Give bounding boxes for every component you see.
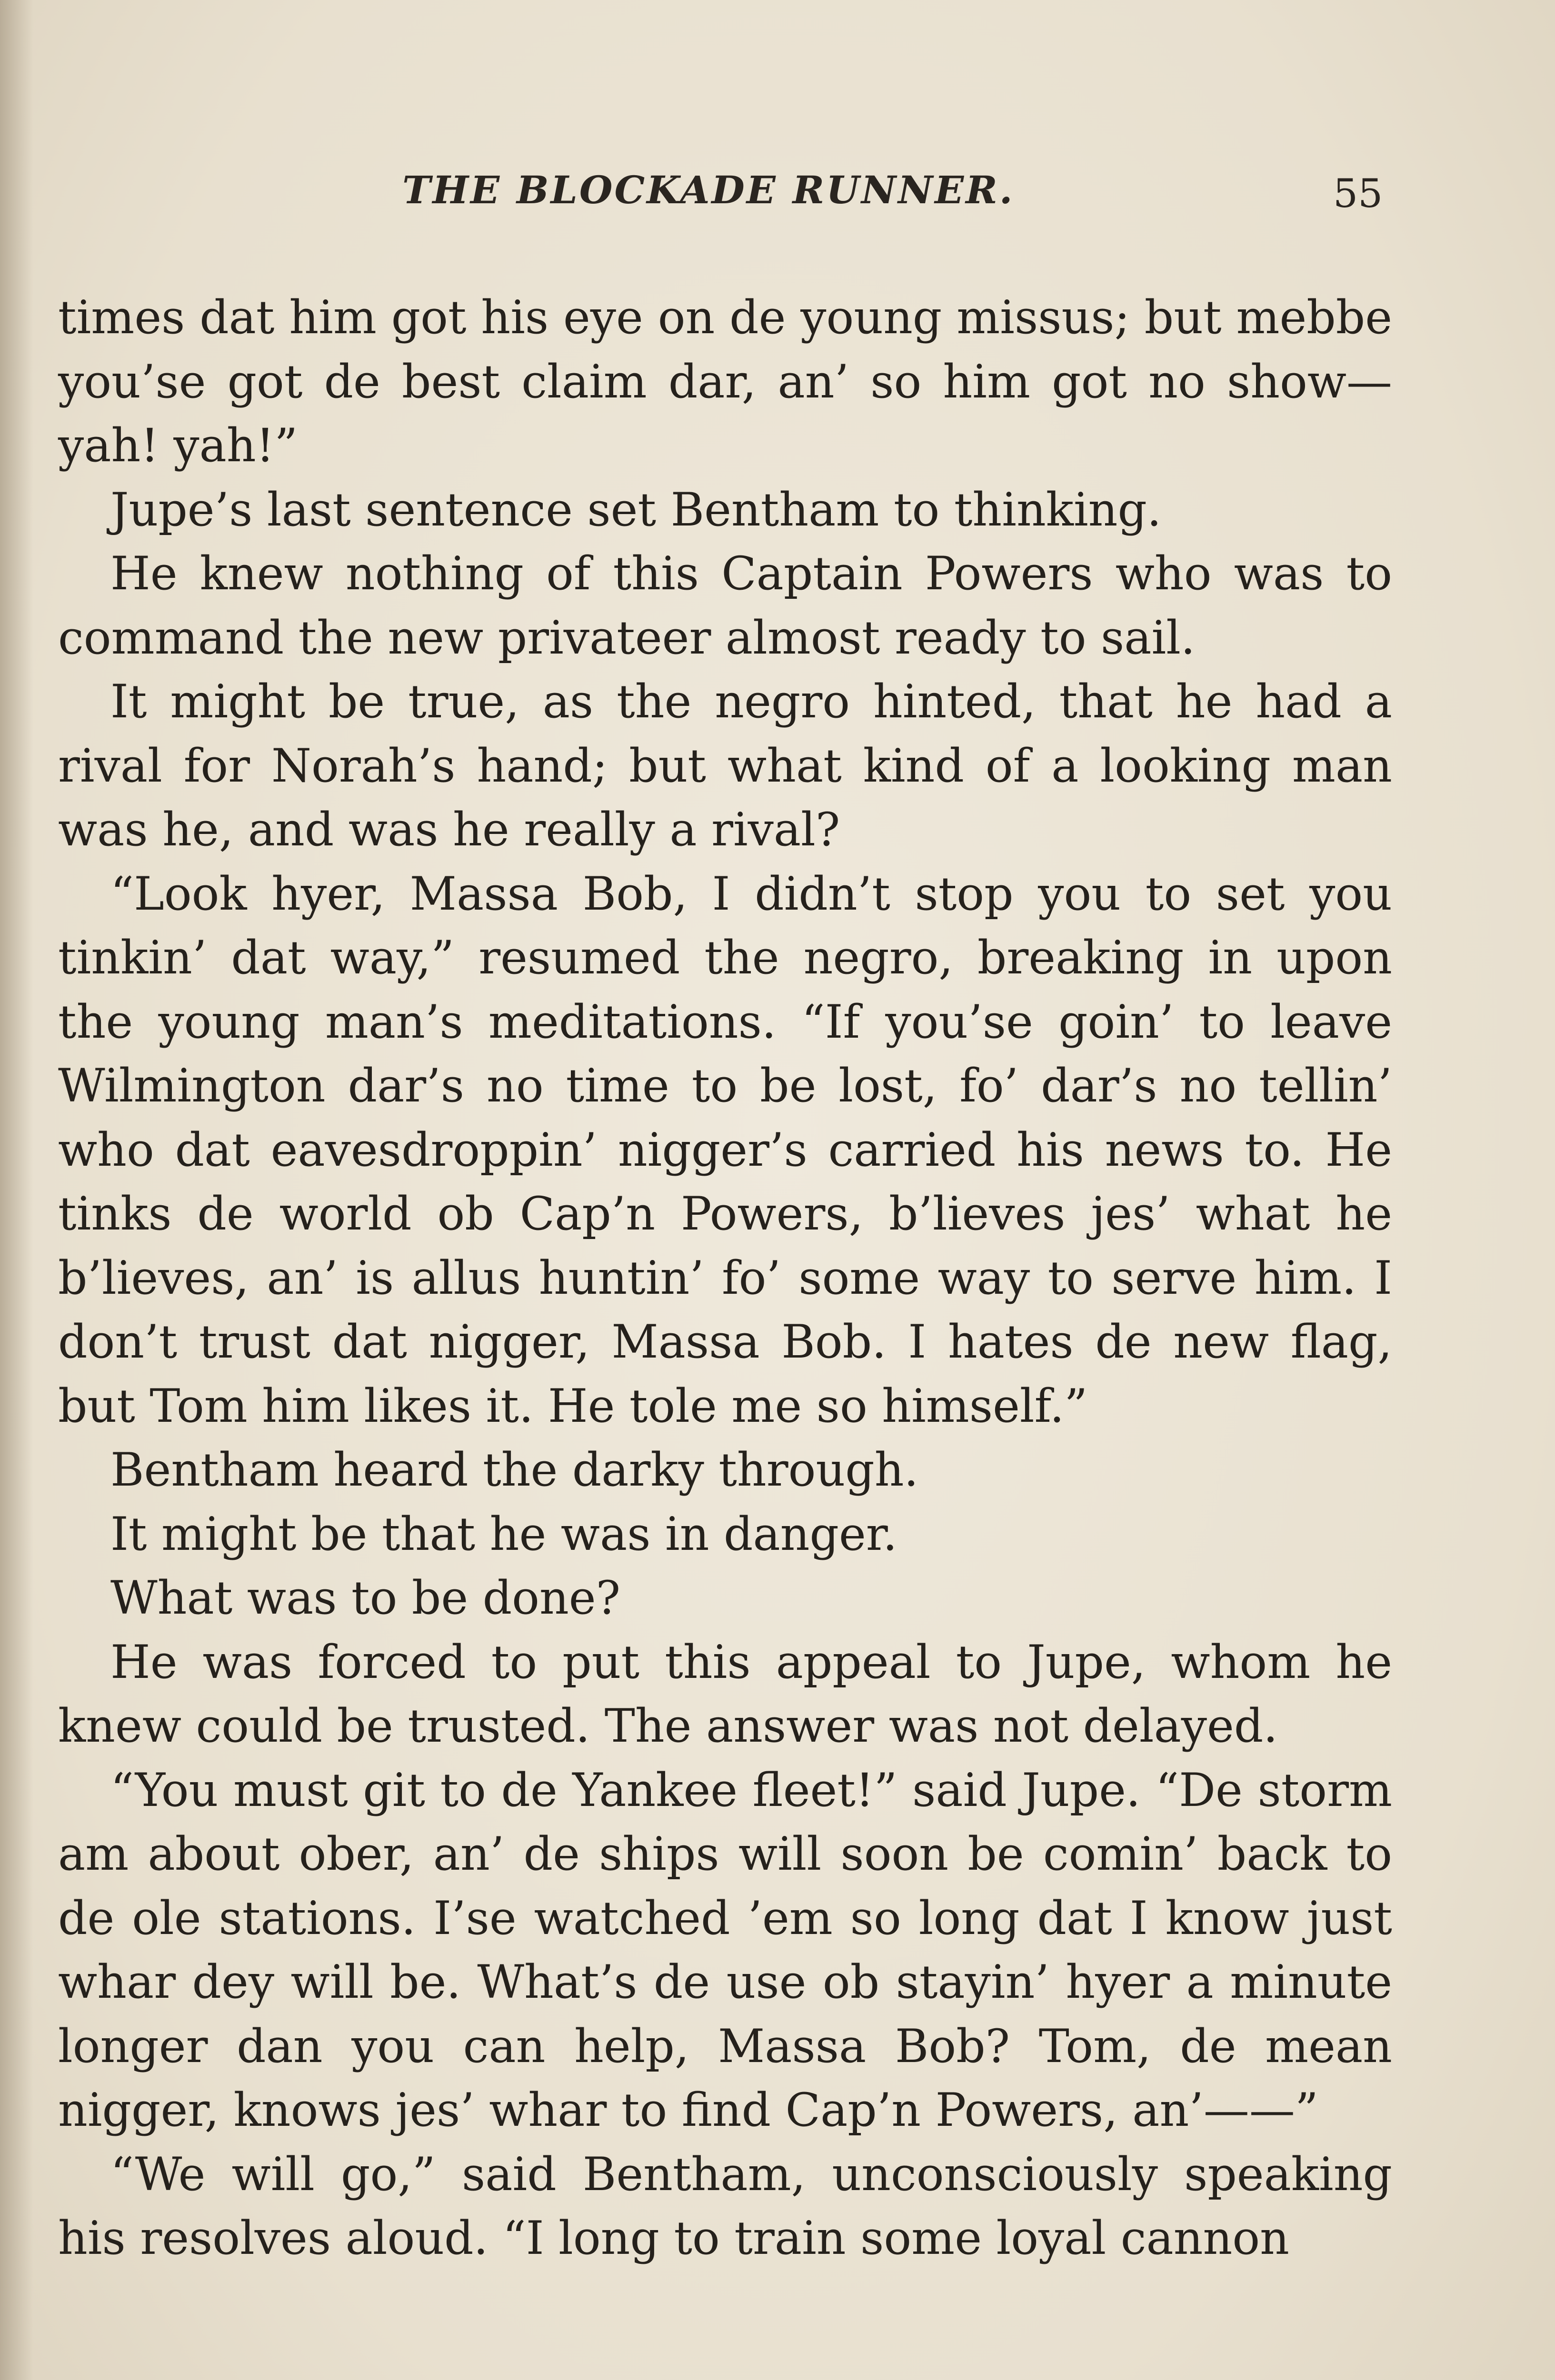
paragraph: “We will go,” said Bentham, unconsciously speaking his resolves aloud. “I long to train some loyal cannon bbox=[58, 2147, 1392, 2265]
paragraph: It might be that he was in danger. bbox=[110, 1507, 897, 1561]
paragraph: He was forced to put this appeal to Jupe, whom he knew could be trusted. The answer was not delayed. bbox=[58, 1635, 1392, 1753]
body-text bbox=[58, 286, 1392, 2271]
paragraph: “Look hyer, Massa Bob, I didn’t stop you to set you tinkin’ dat way,” resumed the negro, breaking in upon the young man’s meditations. “If you’se goin’ to leave Wilmington dar’s no time to be lost, fo’ dar’s no tellin’ who dat eavesdroppin’ nigger’s carried his news to. He tinks de world ob Cap’n Powers, b’lieves jes’ what he b’lieves, an’ is allus huntin’ fo’ some way to serve him. I don’t trust dat nigger, Massa Bob. I hates de new flag, but Tom him likes it. He tole me so himself.” bbox=[58, 867, 1392, 1433]
paragraph: “You must git to de Yankee fleet!” said Jupe. “De storm am about ober, an’ de ships will soon be comin’ back to de ole stations. I’se watched ’em so long dat I know just whar dey will be. What’s de use ob stayin’ hyer a minute longer dan you can help, Massa Bob? Tom, de mean nigger, knows jes’ whar to find Cap’n Powers, an’——” bbox=[58, 1763, 1392, 2137]
paragraph: What was to be done? bbox=[110, 1571, 621, 1625]
paragraph: Jupe’s last sentence set Bentham to thinking. bbox=[110, 483, 1162, 536]
paragraph: He knew nothing of this Captain Powers who was to command the new privateer almost ready to sail. bbox=[58, 547, 1392, 664]
paragraph: times dat him got his eye on de young missus; but mebbe you’se got de best claim dar, an’ so him got no show—yah! yah!” bbox=[58, 291, 1392, 472]
paragraph: It might be true, as the negro hinted, that he had a rival for Norah’s hand; but what kind of a looking man was he, and was he really a rival? bbox=[58, 675, 1392, 856]
running-title: THE BLOCKADE RUNNER. bbox=[402, 168, 1015, 212]
page-number: 55 bbox=[1333, 171, 1383, 217]
paragraph: Bentham heard the darky through. bbox=[110, 1443, 919, 1497]
gutter-shadow bbox=[0, 0, 33, 2380]
